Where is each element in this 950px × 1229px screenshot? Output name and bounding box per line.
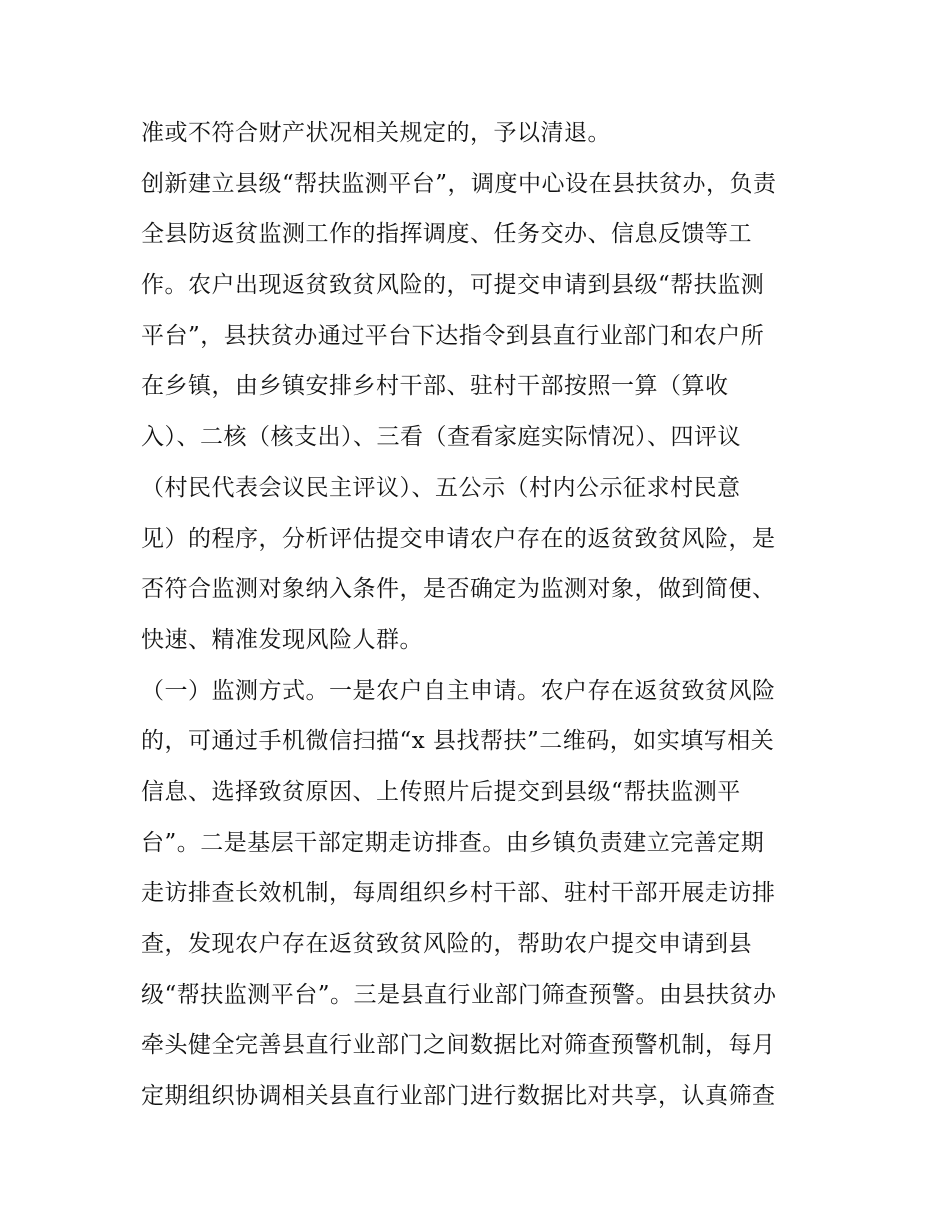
text-line: 在乡镇，由乡镇安排乡村干部、驻村干部按照一算（算收	[141, 373, 729, 400]
text-line: 牵头健全完善县直行业部门之间数据比对筛查预警机制，每月	[141, 1032, 776, 1059]
text-line: 否符合监测对象纳入条件，是否确定为监测对象，做到简便、	[141, 576, 776, 603]
text-line: 走访排查长效机制，每周组织乡村干部、驻村干部开展走访排	[141, 880, 776, 907]
text-line: 信息、选择致贫原因、上传照片后提交到县级“帮扶监测平	[141, 778, 741, 805]
text-line: 查，发现农户存在返贫致贫风险的，帮助农户提交申请到县	[141, 931, 752, 957]
text-line: 级“帮扶监测平台”。三是县直行业部门筛查预警。由县扶贫办	[141, 981, 777, 1008]
text-line: （村民代表会议民主评议）、五公示（村内公示征求村民意	[141, 474, 741, 501]
text-line: 快速、精准发现风险人群。	[141, 626, 423, 653]
text-line: 创新建立县级“帮扶监测平台”，调度中心设在县扶贫办，负责	[141, 170, 777, 197]
text-line: 准或不符合财产状况相关规定的，予以清退。	[141, 120, 611, 146]
text-line: 台”。二是基层干部定期走访排查。由乡镇负责建立完善定期	[141, 829, 765, 856]
text-line: 见）的程序，分析评估提交申请农户存在的返贫致贫风险，是	[141, 525, 776, 552]
text-line: 定期组织协调相关县直行业部门进行数据比对共享，认真筛查	[141, 1083, 776, 1110]
text-line: 平台”，县扶贫办通过平台下达指令到县直行业部门和农户所	[141, 322, 765, 349]
text-line: 入）、二核（核支出）、三看（查看家庭实际情况）、四评议	[141, 424, 741, 451]
text-line: 全县防返贫监测工作的指挥调度、任务交办、信息反馈等工	[141, 221, 752, 248]
text-line: 的，可通过手机微信扫描“x 县找帮扶”二维码，如实填写相关	[141, 728, 775, 755]
text-line: （一）监测方式。一是农户自主申请。农户存在返贫致贫风险	[141, 677, 776, 704]
body-text	[141, 108, 821, 1122]
text-line: 作。农户出现返贫致贫风险的，可提交申请到县级“帮扶监测	[141, 272, 765, 299]
